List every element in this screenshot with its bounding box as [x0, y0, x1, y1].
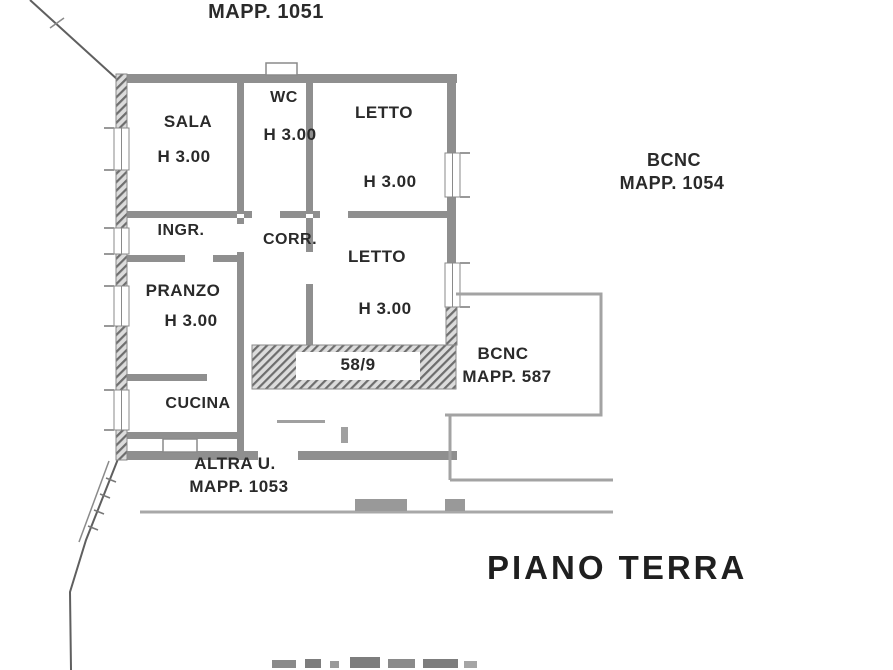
vent-box [266, 63, 297, 75]
floor-title: PIANO TERRA [487, 549, 748, 586]
room-height-pranzo: H 3.00 [164, 311, 218, 330]
window-letto1 [445, 153, 470, 197]
room-height-letto1: H 3.00 [363, 172, 417, 191]
window-sala [104, 128, 129, 170]
wall-parcel-label: 58/9 [340, 355, 376, 374]
threshold-box [163, 439, 197, 452]
room-label-pranzo: PRANZO [145, 281, 221, 300]
room-height-letto2: H 3.00 [358, 299, 412, 318]
room-label-cucina: CUCINA [165, 395, 231, 412]
room-label-wc: WC [270, 89, 298, 106]
window-ingr [104, 228, 129, 254]
room-label-letto2: LETTO [348, 247, 406, 266]
other-unit-label: ALTRA U. [194, 454, 276, 473]
room-label-letto1: LETTO [355, 103, 413, 122]
bcnc-court-parcel: MAPP. 587 [462, 367, 552, 386]
bcnc-right-label: BCNC [647, 150, 701, 170]
window-pranzo [104, 286, 129, 326]
room-height-sala: H 3.00 [157, 147, 211, 166]
boundary-lines [30, 0, 118, 670]
bcnc-right-parcel: MAPP. 1054 [619, 173, 725, 193]
room-label-corr: CORR. [262, 231, 318, 248]
clipped-text-fragments [272, 657, 477, 668]
boundary-gate-dashes [355, 499, 465, 511]
room-label-sala: SALA [163, 112, 213, 131]
bcnc-court-label: BCNC [477, 344, 529, 363]
other-unit-parcel: MAPP. 1053 [189, 477, 289, 496]
parcel-label-top: MAPP. 1051 [208, 1, 324, 23]
window-cucina [104, 390, 129, 430]
room-height-wc: H 3.00 [263, 125, 317, 144]
room-label-ingr: INGR. [157, 222, 205, 239]
window-letto2 [445, 263, 470, 307]
